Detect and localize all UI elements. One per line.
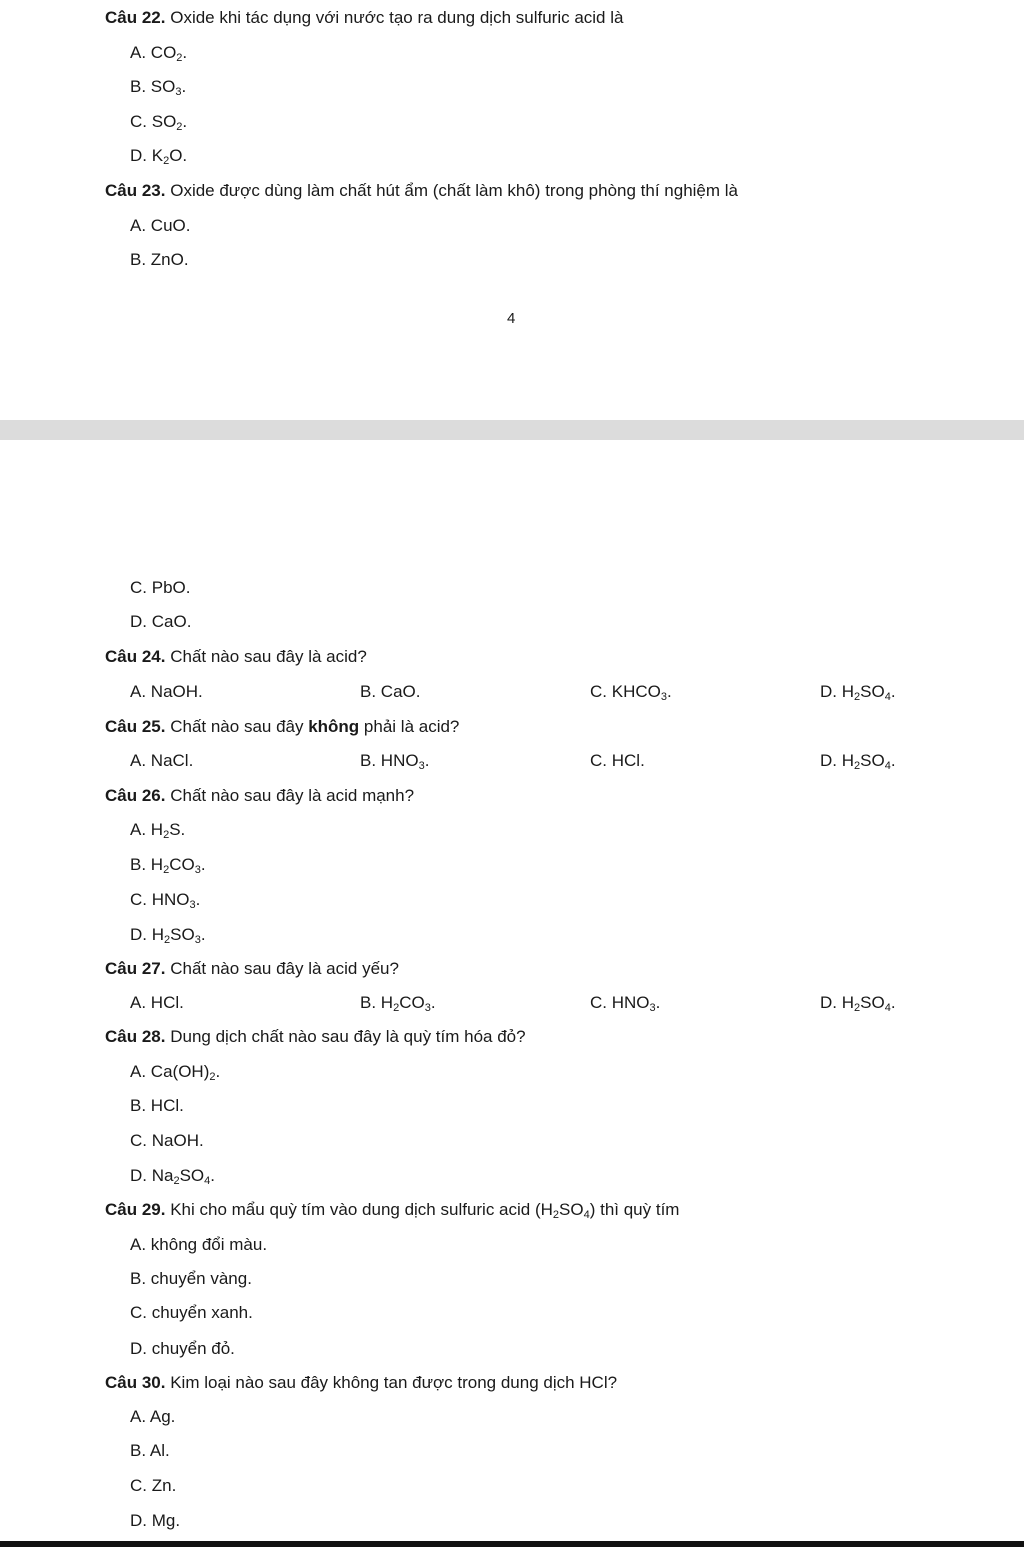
question-label: Câu 23. — [105, 181, 166, 200]
option-24-d: D. $H_2SO_4$. — [820, 682, 896, 703]
option-29-a: A. không đổi màu. — [130, 1235, 268, 1254]
question-text: Chất nào sau đây là acid? — [170, 647, 367, 666]
question-29 — [105, 1200, 679, 1220]
option-24-b: B. CaO. — [360, 682, 421, 701]
question-26 — [105, 786, 414, 806]
question-text: Oxide khi tác dụng với nước tạo ra dung dịch sulfuric acid là — [170, 8, 624, 27]
option-23-d: D. CaO. — [130, 612, 192, 631]
option-23-c: C. PbO. — [130, 578, 191, 597]
question-23 — [105, 181, 738, 201]
option-30-c: C. Zn. — [130, 1476, 177, 1495]
option-28-c: C. NaOH. — [130, 1131, 204, 1150]
option-22-a: A. $CO_2$. — [130, 43, 188, 64]
option-29-b: B. chuyển vàng. — [130, 1269, 252, 1288]
question-text: Chất nào sau đây là acid yếu? — [170, 959, 399, 978]
question-label: Câu 27. — [105, 959, 166, 978]
question-text: Chất nào sau đây không phải là acid? — [170, 717, 460, 736]
option-27-d: D. $H_2SO_4$. — [820, 993, 896, 1014]
page-number: 4 — [507, 310, 516, 327]
option-25-a: A. NaCl. — [130, 751, 194, 770]
question-28 — [105, 1027, 526, 1047]
option-28-b: B. HCl. — [130, 1096, 184, 1115]
option-26-d: D. $H_2SO_3$. — [130, 925, 206, 946]
option-27-b: B. $H_2CO_3$. — [360, 993, 436, 1014]
question-label: Câu 24. — [105, 647, 166, 666]
option-30-d: D. Mg. — [130, 1511, 181, 1530]
option-24-a: A. NaOH. — [130, 682, 203, 701]
question-22 — [105, 8, 623, 28]
question-text: Dung dịch chất nào sau đây là quỳ tím hóa đỏ? — [170, 1027, 526, 1046]
option-22-c: C. $SO_2$. — [130, 112, 188, 133]
question-label: Câu 30. — [105, 1373, 166, 1392]
option-23-b: B. ZnO. — [130, 250, 189, 269]
question-label: Câu 22. — [105, 8, 166, 27]
question-text: Chất nào sau đây là acid mạnh? — [170, 786, 415, 805]
question-label: Câu 25. — [105, 717, 166, 736]
question-24 — [105, 647, 367, 667]
option-28-a: A. $Ca(OH)_2$. — [130, 1062, 221, 1083]
question-text: Khi cho mẩu quỳ tím vào dung dịch sulfuric acid $(H_2SO_4)$ thì quỳ tím — [170, 1200, 680, 1221]
option-25-b: B. $HNO_3$. — [360, 751, 430, 772]
question-25 — [105, 717, 459, 737]
option-24-c: C. $KHCO_3$. — [590, 682, 672, 703]
option-22-b: B. $SO_3$. — [130, 77, 187, 98]
option-29-c: C. chuyển xanh. — [130, 1303, 253, 1322]
bottom-border — [0, 1541, 1024, 1547]
option-26-c: C. $HNO_3$. — [130, 890, 201, 911]
question-text: Kim loại nào sau đây không tan được trong dung dịch HCl? — [170, 1373, 618, 1392]
option-30-a: A. Ag. — [130, 1407, 176, 1426]
option-27-a: A. HCl. — [130, 993, 184, 1012]
option-23-a: A. CuO. — [130, 216, 191, 235]
option-27-c: C. $HNO_3$. — [590, 993, 661, 1014]
page-separator — [0, 420, 1024, 440]
question-label: Câu 28. — [105, 1027, 166, 1046]
question-30 — [105, 1373, 617, 1393]
option-25-d: D. $H_2SO_4$. — [820, 751, 896, 772]
option-22-d: D. $K_2O$. — [130, 146, 188, 167]
question-27 — [105, 959, 399, 979]
option-26-a: A. $H_2S$. — [130, 820, 186, 841]
option-29-d: D. chuyển đỏ. — [130, 1339, 235, 1358]
question-label: Câu 26. — [105, 786, 166, 805]
option-30-b: B. Al. — [130, 1441, 170, 1460]
question-text: Oxide được dùng làm chất hút ẩm (chất làm khô) trong phòng thí nghiệm là — [170, 181, 738, 200]
option-25-c: C. HCl. — [590, 751, 645, 770]
option-28-d: D. $Na_2SO_4$. — [130, 1166, 216, 1187]
option-26-b: B. $H_2CO_3$. — [130, 855, 206, 876]
question-label: Câu 29. — [105, 1200, 166, 1219]
